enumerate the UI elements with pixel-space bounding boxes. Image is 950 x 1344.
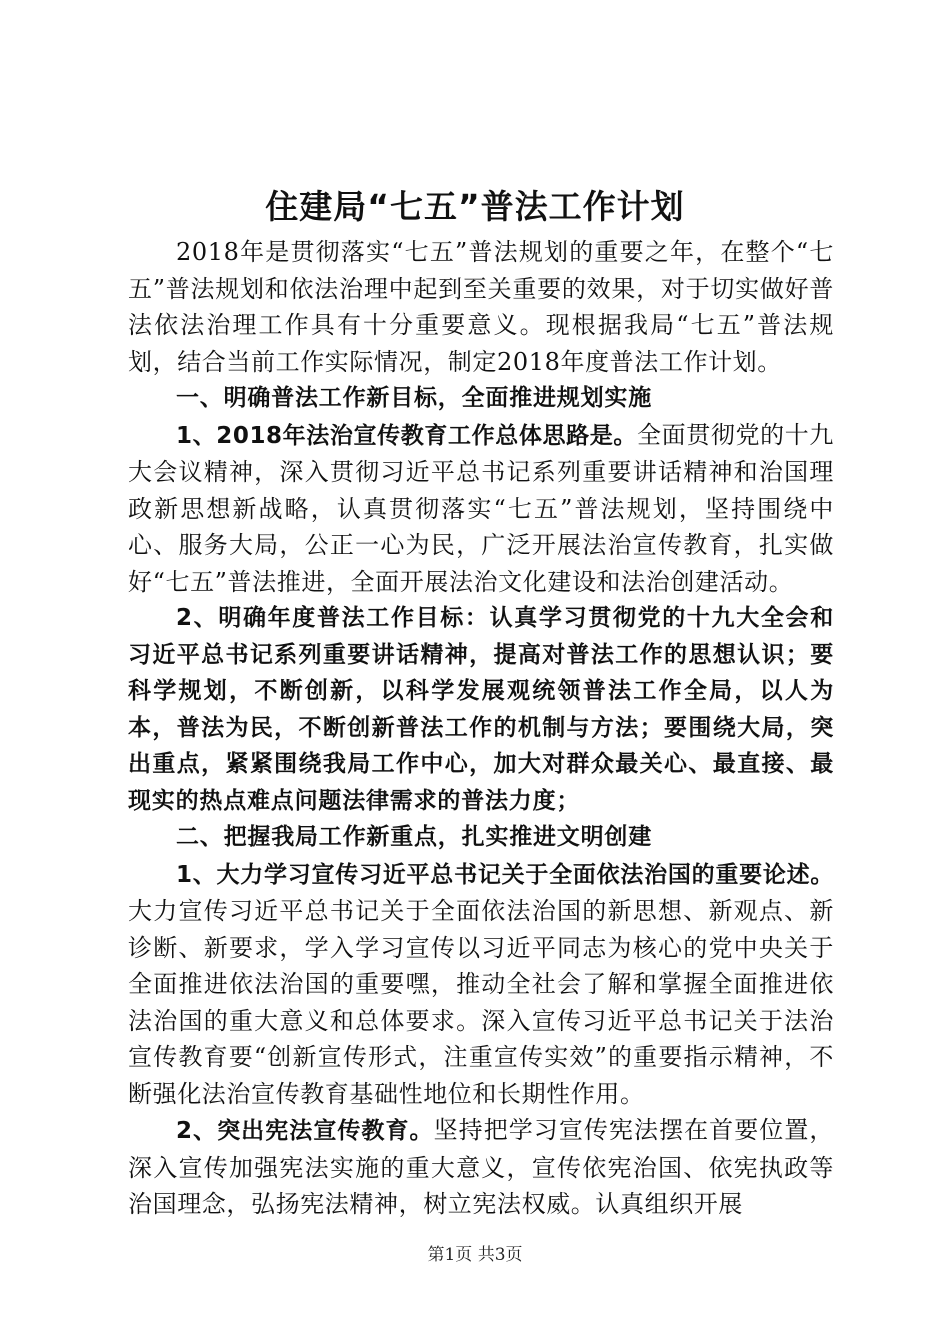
intro-paragraph: 2018年是贯彻落实“七五”普法规划的重要之年，在整个“七五”普法规划和依法治理中起到至关重要的效果，对于切实做好普法依法治理工作具有十分重要意义。现根据我局“七五”普法规划，结合当前工作实际情况，制定2018年度普法工作计划。	[128, 238, 834, 376]
paragraph-text: 全面贯彻党的十九大会议精神，深入贯彻习近平总书记系列重要讲话精神和治国理政新思想新战略，认真贯彻落实“七五”普法规划，坚持围绕中心、服务大局，公正一心为民，广泛开展法治宣传教育，扎实做好“七五”普法推进，全面开展法治文化建设和法治创建活动。	[128, 420, 834, 596]
paragraph-text: 坚持把学习宣传宪法摆在首要位置，深入宣传加强宪法实施的重大意义，宣传依宪治国、依宪执政等治国理念，弘扬宪法精神，树立宪法权威。认真组织开展	[128, 1116, 834, 1218]
paragraph-lead: 1、2018年法治宣传教育工作总体思路是。	[176, 422, 638, 449]
paragraph-constitution	[128, 1112, 834, 1223]
paragraph-study-publicize	[128, 856, 834, 1113]
section-heading-1: 一、明确普法工作新目标，全面推进规划实施	[176, 385, 652, 411]
document-body	[128, 234, 834, 1223]
paragraph-annual-goals: 2、明确年度普法工作目标：认真学习贯彻党的十九大全会和习近平总书记系列重要讲话精神，提高对普法工作的思想认识；要科学规划，不断创新，以科学发展观统领普法工作全局，以人为本，普法为民，不断创新普法工作的机制与方法；要围绕大局，突出重点，紧紧围绕我局工作中心，加大对群众最关心、最直接、最现实的热点难点问题法律需求的普法力度；	[128, 605, 834, 814]
paragraph-overall-approach	[128, 417, 834, 601]
page-number: 第1页 共3页	[427, 1245, 523, 1265]
paragraph-text: 大力宣传习近平总书记关于全面依法治国的新思想、新观点、新诊断、新要求，学入学习宣传以习近平同志为核心的党中央关于全面推进依法治国的重要嘿，推动全社会了解和掌握全面推进依法治国的重大意义和总体要求。深入宣传习近平总书记关于法治宣传教育要“创新宣传形式，注重宣传实效”的重要指示精神，不断强化法治宣传教育基础性地位和长期性作用。	[128, 897, 834, 1108]
document-title: 住建局“七五”普法工作计划	[265, 187, 685, 226]
section-heading-2: 二、把握我局工作新重点，扎实推进文明创建	[176, 824, 652, 850]
paragraph-lead: 2、突出宪法宣传教育。	[176, 1118, 434, 1144]
paragraph-lead: 1、大力学习宣传习近平总书记关于全面依法治国的重要论述。	[176, 861, 834, 888]
